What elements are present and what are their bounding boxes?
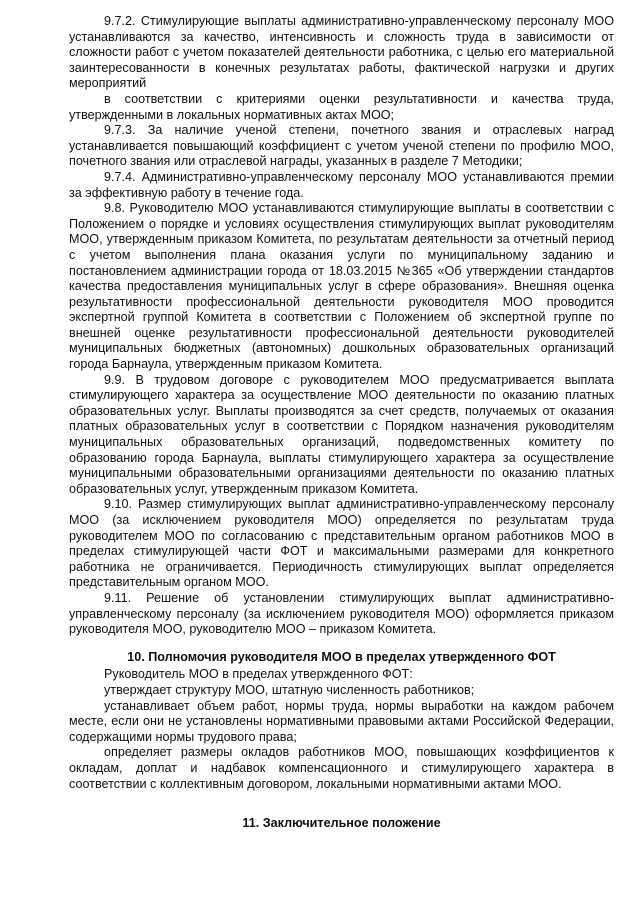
section-10-intro: Руководитель МОО в пределах утвержденного ФОТ: xyxy=(104,667,413,682)
section-11-heading: 11. Заключительное положение xyxy=(242,816,441,831)
paragraph-9-7-2-criteria: в соответствии с критериями оценки результативности и качества труда, утвержденными в локальных нормативных актах МОО; xyxy=(69,91,614,122)
paragraph-9-8: 9.8. Руководителю МОО устанавливаются стимулирующие выплаты в соответствии с Положением о порядке и условиях осуществления стимулирующих выплат руководителям МОО, утвержденным приказом Комитета, по результатам деятельности за отчетный период с учетом выполнения плана оказания услуги по муниципальному заданию и постановлением администрации города от 18.03.2015 №365 «Об утверждении стандартов качества предоставления муниципальных услуг в сфере образования». Внешняя оценка результативности профессиональной деятельности руководителя МОО проводится экспертной группой Комитета в соответствии с Положением об экспертной группе по внешней оценке результативности профессиональной деятельности руководителей муниципальных бюджетных (автономных) дошкольных образовательных организаций города Барнаула, утвержденным приказом Комитета. xyxy=(69,201,614,372)
section-10-item-structure: утверждает структуру МОО, штатную численность работников; xyxy=(104,682,475,697)
paragraph-9-11: 9.11. Решение об установлении стимулирующих выплат административно-управленческому персоналу (за исключением руководителя МОО) оформляется приказом руководителя МОО, руководителю МОО – приказом Комитета. xyxy=(69,590,614,637)
paragraph-9-7-2: 9.7.2. Стимулирующие выплаты административно-управленческому персоналу МОО устанавливаются за качество, интенсивность и сложность труда в зависимости от сложности работ с учетом показателей деятельности работника, с целью его материальной заинтересованности в конечных результатах работы, фактической нагрузки и других мероприятий xyxy=(69,14,614,91)
paragraph-9-10: 9.10. Размер стимулирующих выплат административно-управленческому персоналу МОО (за исключением руководителя МОО) определяется по результатам труда руководителем МОО по согласованию с представительным органом работников МОО в пределах стимулирующей части ФОТ и максимальными размерами для конкретного работника не ограничивается. Периодичность стимулирующих выплат определяется представительным органом МОО. xyxy=(69,497,614,590)
paragraph-9-9: 9.9. В трудовом договоре с руководителем МОО предусматривается выплата стимулирующего характера за осуществление МОО деятельности по оказанию платных образовательных услуг. Выплаты производятся за счет средств, получаемых от оказания платных образовательных услуг в соответствии с Порядком назначения руководителям муниципальных образовательных организаций, подведомственных комитету по образованию города Барнаула, выплаты стимулирующего характера за осуществление муниципальными образовательными организациями деятельности по оказанию платных образовательных услуг, утвержденным приказом Комитета. xyxy=(69,372,614,496)
paragraph-9-7-4: 9.7.4. Административно-управленческому персоналу МОО устанавливаются премии за эффективную работу в течение года. xyxy=(69,169,614,200)
section-10-item-salaries: определяет размеры окладов работников МОО, повышающих коэффициентов к окладам, доплат и надбавок компенсационного и стимулирующего характера в соответствии с коллективным договором, локальными нормативными актами МОО. xyxy=(69,745,614,791)
paragraph-9-7-3: 9.7.3. За наличие ученой степени, почетного звания и отраслевых наград устанавливается повышающий коэффициент с учетом ученой степени по профилю МОО, почетного звания или отраслевой награды, указанных в разделе 7 Методики; xyxy=(69,123,614,169)
section-10-heading: 10. Полномочия руководителя МОО в пределах утвержденного ФОТ xyxy=(127,649,556,664)
section-10-item-norms: устанавливает объем работ, нормы труда, нормы выработки на каждом рабочем месте, если они не установлены нормативными правовыми актами Российской Федерации, содержащими нормы трудового права; xyxy=(69,698,614,744)
